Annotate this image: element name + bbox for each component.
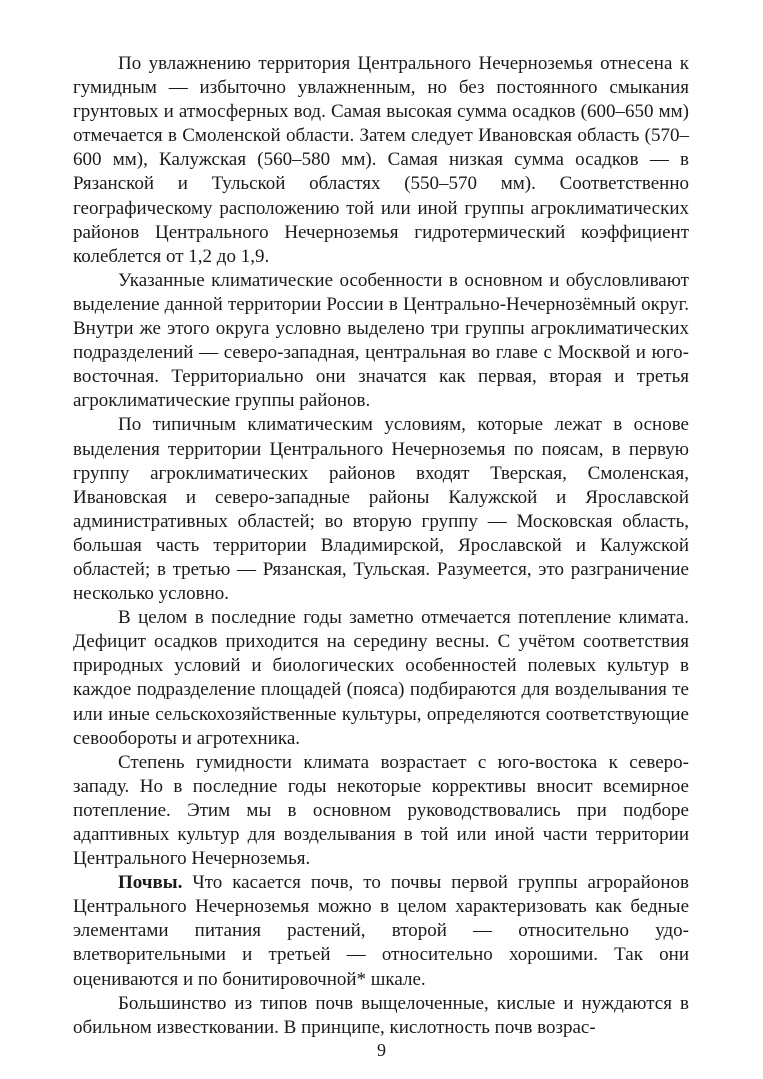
paragraph-humidity	[73, 52, 689, 269]
soils-heading: Почвы.	[118, 872, 183, 894]
paragraph-soil-acidity	[73, 992, 689, 1040]
paragraph-text: По увлажнению территория Центрального Нечерноземья отнесена к гумидным — избыточно увлажненным, но без постоянного смыкания грунтовых и атмосферных вод. Самая высокая сумма осадков (600–650 мм) отмечается в Смоленской области. Затем следует Ивановская область (570–600 мм), Калужская (560–580 мм). Самая низкая сумма осадков — в Рязанской и Тульской областях (550–570 мм). Соответственно географическому расположению той или иной группы агроклиматических районов Центрального Нечерноземья гидротермический коэффициент колеблется от 1,2 до 1,9.	[73, 53, 689, 267]
paragraph-agroclimatic-groups	[73, 413, 689, 606]
paragraph-text: Указанные климатические особенности в основном и обусловливают выделение данной территории России в Центрально-Нечернозёмный округ. Внутри же этого округа условно выделено три группы агроклиматических подразделений — северо-западная, центральная во главе с Москвой и юго-восточная. Территориально они значатся как первая, вторая и третья агроклиматические группы районов.	[73, 269, 689, 412]
paragraph-text: Что касается почв, то почвы первой группы агрорайонов Центрального Нечерноземья можно в целом характеризовать как бедные элементами питания растений, второй — относительно удовлетворительными и третьей — относительно хорошими. Так они оцениваются и по бонитировочной* шкале.	[73, 872, 689, 990]
page-number: 9	[377, 1040, 386, 1060]
paragraph-humidity-degree	[73, 751, 689, 871]
paragraph-climate-district	[73, 269, 689, 414]
paragraph-soils	[73, 871, 689, 991]
paragraph-text: По типичным климатическим условиям, которые лежат в основе выделения территории Центрального Нечерноземья по поясам, в первую группу агроклиматических районов входят Тверская, Смоленская, Ивановская и северо-западные районы Калужской и Ярославской административных областей; во вторую группу — Московская область, большая часть территории Владимирской, Ярославской и Калужской областей; в третью — Рязанская, Тульская. Разумеется, это разграничение несколько условно.	[73, 414, 689, 605]
body-text	[73, 52, 689, 1040]
paragraph-warming	[73, 606, 689, 751]
paragraph-text: Степень гумидности климата возрастает с юго-востока к северозападу. Но в последние годы некоторые коррективы вносит всемирное потепление. Этим мы в основном руководствовались при подборе адаптивных культур для возделывания в той или иной части территории Центрального Нечерноземья.	[73, 751, 689, 870]
paragraph-text: В целом в последние годы заметно отмечается потепление климата. Дефицит осадков приходится на середину весны. С учётом соответствия природных условий и биологических особенностей полевых культур в каждое подразделение площадей (пояса) подбираются для возделывания те или иные сельскохозяйственные культуры, определяются соответствующие севообороты и агротехника.	[73, 607, 689, 749]
paragraph-text: Большинство из типов почв выщелоченные, кислые и нуждаются в обильном известковании. В принципе, кислотность почв возрас-	[73, 992, 689, 1038]
